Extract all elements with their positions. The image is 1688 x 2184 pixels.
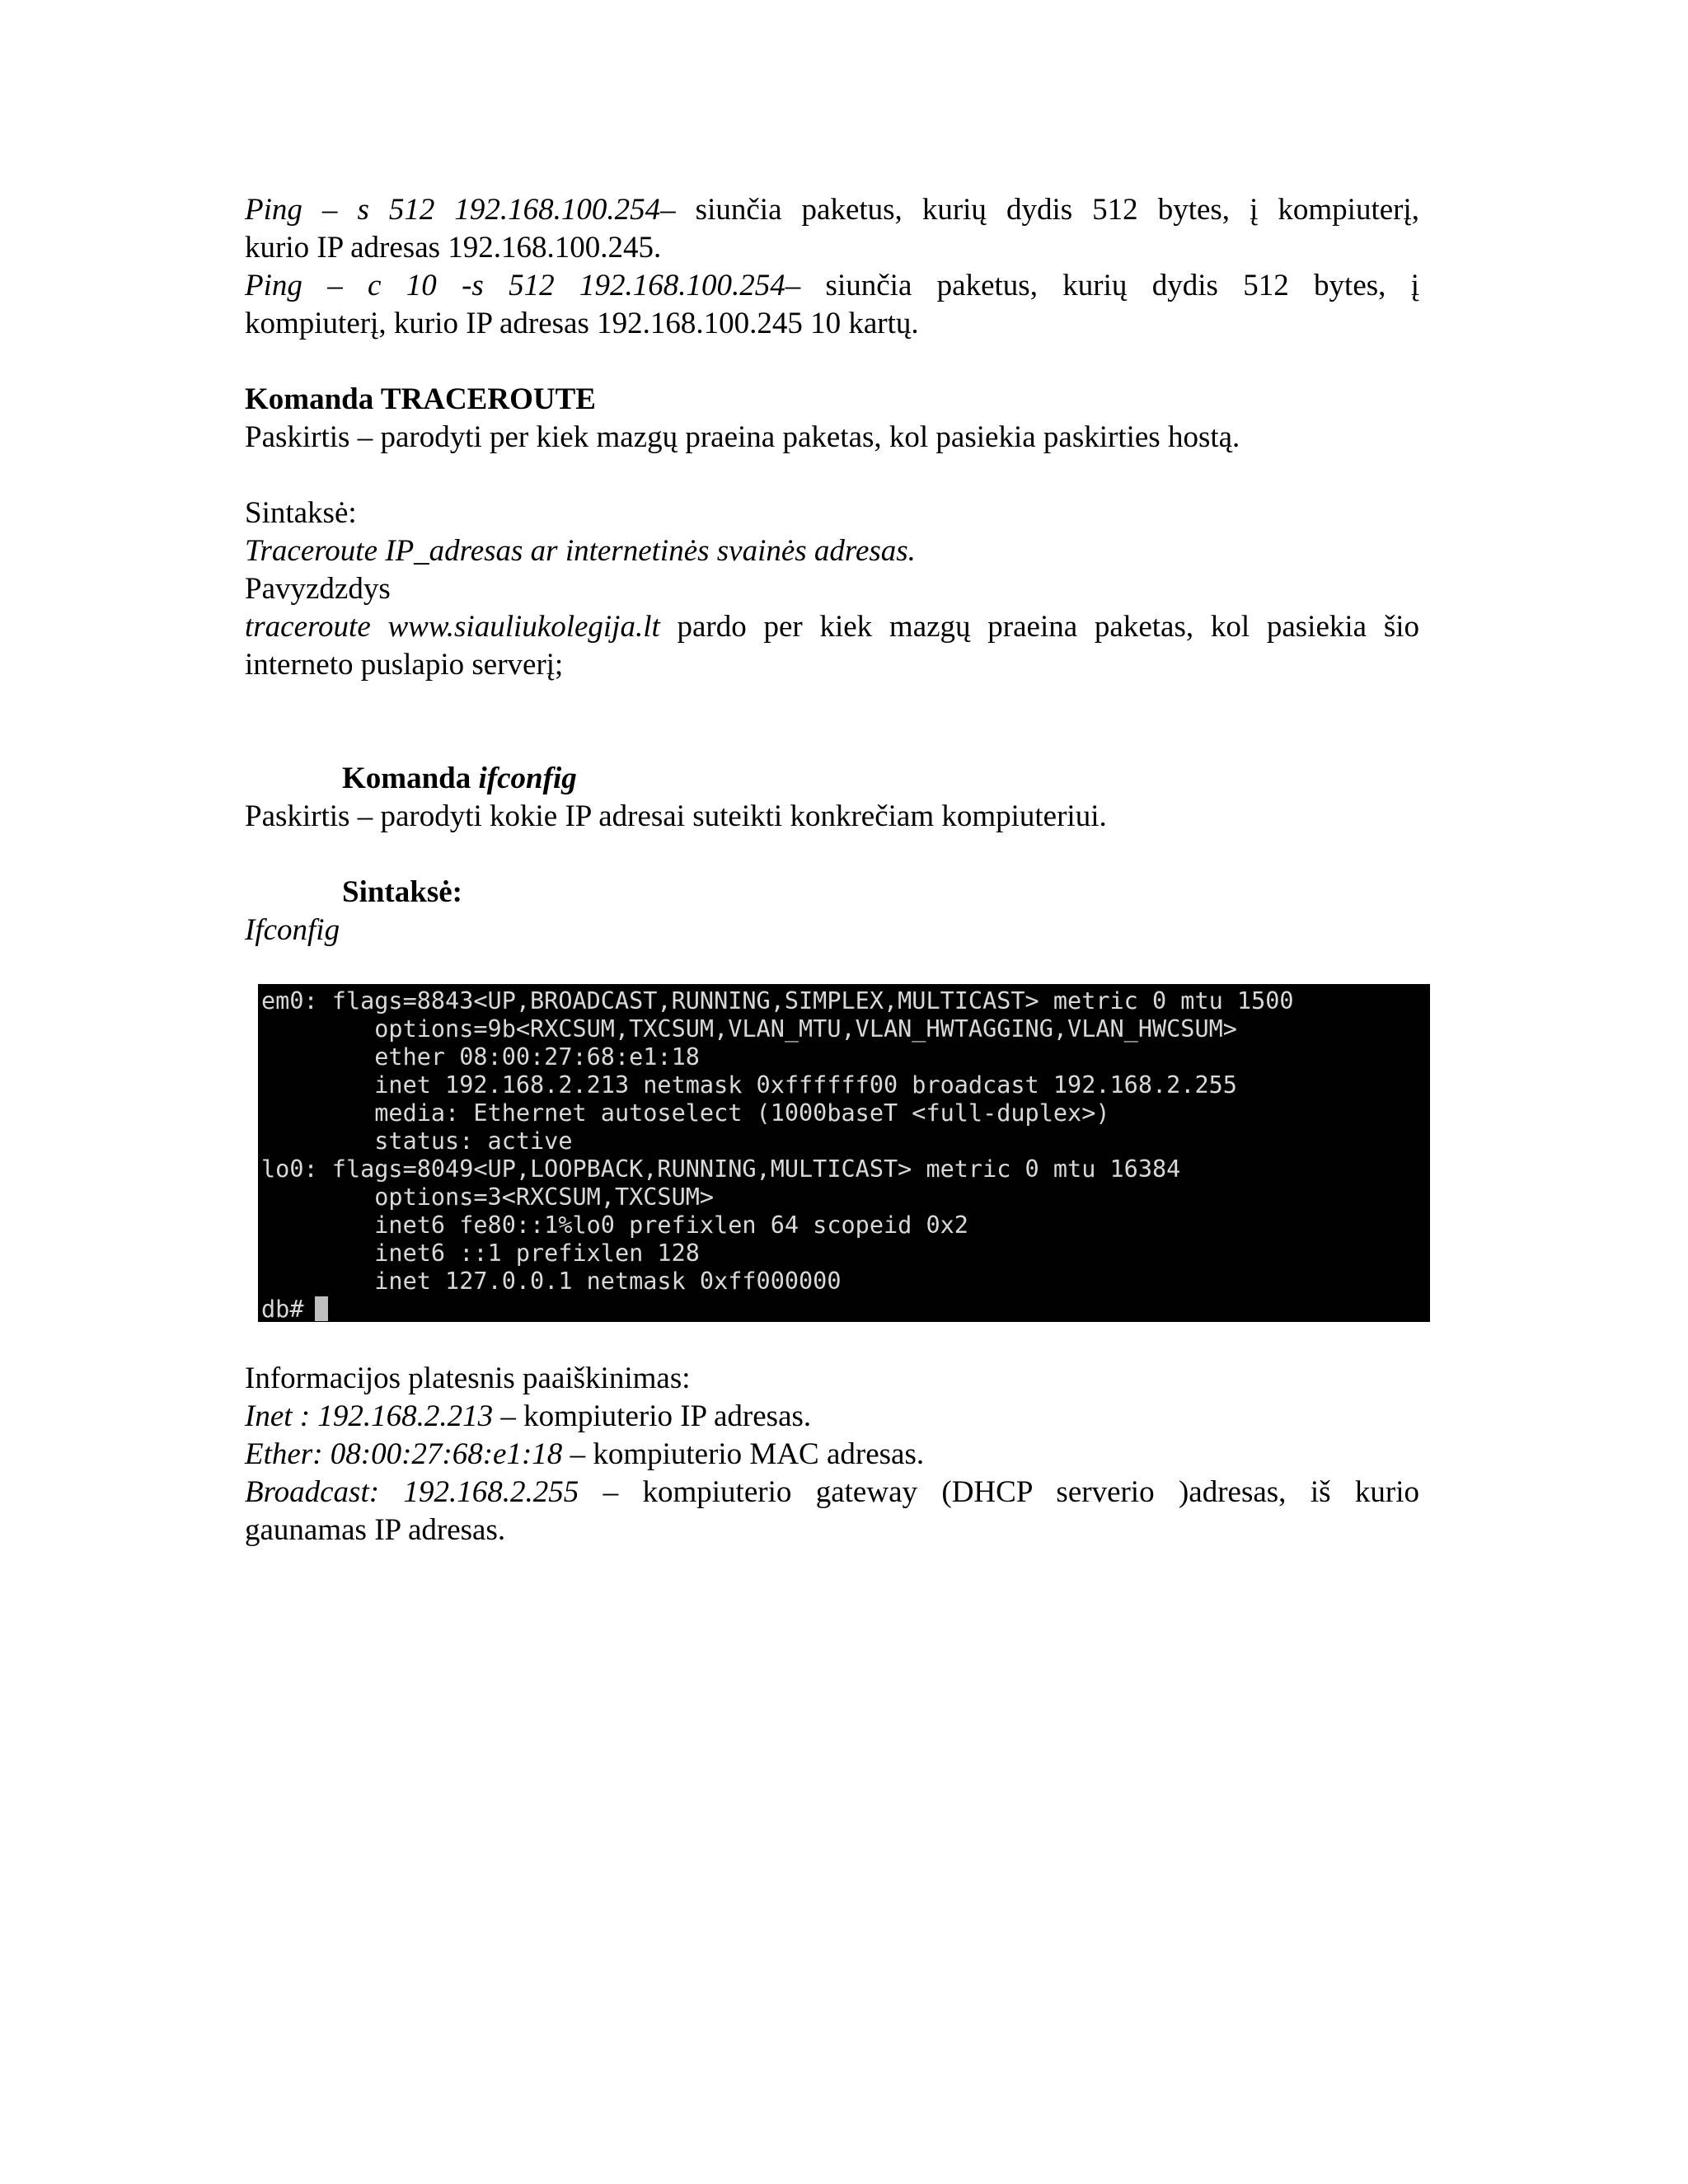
explanation-broadcast-desc-a: – kompiuterio gateway (DHCP serverio )adresas, iš kurio <box>579 1475 1419 1509</box>
ping-description-2b: kompiuterį, kurio IP adresas 192.168.100.245 10 kartų. <box>245 307 919 340</box>
ifconfig-syntax: Ifconfig <box>245 913 340 947</box>
explanation-ether-key: Ether: 08:00:27:68:e1:18 <box>245 1437 563 1471</box>
ifconfig-heading-prefix: Komanda <box>342 762 479 795</box>
traceroute-example-description-a: pardo per kiek mazgų praeina paketas, kol pasiekia šio <box>659 610 1419 644</box>
terminal-screenshot <box>258 984 1430 1322</box>
ping-description-1b: kurio IP adresas 192.168.100.245. <box>245 231 662 265</box>
terminal-line: inet 127.0.0.1 netmask 0xff000000 <box>261 1268 842 1295</box>
traceroute-example-label: Pavyzdzdys <box>245 572 391 606</box>
terminal-line: inet 192.168.2.213 netmask 0xffffff00 broadcast 192.168.2.255 <box>261 1071 1237 1099</box>
terminal-line: inet6 ::1 prefixlen 128 <box>261 1240 700 1267</box>
explanation-inet-desc: – kompiuterio IP adresas. <box>493 1399 812 1433</box>
terminal-line: lo0: flags=8049<UP,LOOPBACK,RUNNING,MULTICAST> metric 0 mtu 16384 <box>261 1155 1181 1183</box>
traceroute-example-command: traceroute www.siauliukolegija.lt <box>245 610 660 644</box>
ping-line-2 <box>245 267 1419 305</box>
spacer <box>245 343 1419 381</box>
document-page <box>245 191 1419 1549</box>
ifconfig-heading <box>245 760 1419 798</box>
terminal-line: inet6 fe80::1%lo0 prefixlen 64 scopeid 0x2 <box>261 1212 968 1239</box>
traceroute-heading: Komanda TRACEROUTE <box>245 382 596 416</box>
explanation-block <box>245 1360 1419 1549</box>
spacer <box>245 457 1419 494</box>
explanation-ether-desc: – kompiuterio MAC adresas. <box>562 1437 925 1471</box>
traceroute-purpose: Paskirtis – parodyti per kiek mazgų praeina paketas, kol pasiekia paskirties hostą. <box>245 420 1240 454</box>
terminal-line: ether 08:00:27:68:e1:18 <box>261 1043 700 1071</box>
explanation-label: Informacijos platesnis paaiškinimas: <box>245 1361 691 1395</box>
spacer <box>245 836 1419 874</box>
traceroute-syntax-label: Sintaksė: <box>245 496 357 530</box>
traceroute-syntax: Traceroute IP_adresas ar internetinės svainės adresas. <box>245 534 916 568</box>
explanation-inet <box>245 1398 1419 1436</box>
ifconfig-purpose: Paskirtis – parodyti kokie IP adresai suteikti konkrečiam kompiuteriui. <box>245 799 1107 833</box>
spacer <box>245 684 1419 760</box>
terminal-line: media: Ethernet autoselect (1000baseT <full-duplex>) <box>261 1099 1110 1127</box>
explanation-broadcast-key: Broadcast: 192.168.2.255 <box>245 1475 579 1509</box>
traceroute-example-description-b: interneto puslapio serverį; <box>245 648 564 682</box>
terminal-line: options=9b<RXCSUM,TXCSUM,VLAN_MTU,VLAN_HWTAGGING,VLAN_HWCSUM> <box>261 1015 1237 1043</box>
ifconfig-syntax-label: Sintaksė: <box>342 875 462 909</box>
terminal-line: options=3<RXCSUM,TXCSUM> <box>261 1183 715 1211</box>
terminal-line: em0: flags=8843<UP,BROADCAST,RUNNING,SIMPLEX,MULTICAST> metric 0 mtu 1500 <box>261 987 1294 1015</box>
explanation-broadcast-desc-b: gaunamas IP adresas. <box>245 1513 506 1547</box>
terminal-prompt: db# <box>261 1296 304 1322</box>
explanation-inet-key: Inet : 192.168.2.213 <box>245 1399 494 1433</box>
explanation-ether <box>245 1436 1419 1474</box>
ping-line-1 <box>245 191 1419 229</box>
ping-command-1: Ping – s 512 192.168.100.254– <box>245 193 676 227</box>
terminal-prompt-line <box>261 1296 1430 1322</box>
ifconfig-heading-command: ifconfig <box>478 762 577 795</box>
explanation-broadcast <box>245 1474 1419 1511</box>
traceroute-example-line <box>245 608 1419 646</box>
ping-command-2: Ping – c 10 -s 512 192.168.100.254– <box>245 269 801 302</box>
terminal-cursor <box>315 1296 328 1321</box>
terminal-line: status: active <box>261 1127 573 1155</box>
ping-description-2a: siunčia paketus, kurių dydis 512 bytes, į <box>800 269 1419 302</box>
ping-description-1a: siunčia paketus, kurių dydis 512 bytes, į kompiuterį, <box>675 193 1419 227</box>
